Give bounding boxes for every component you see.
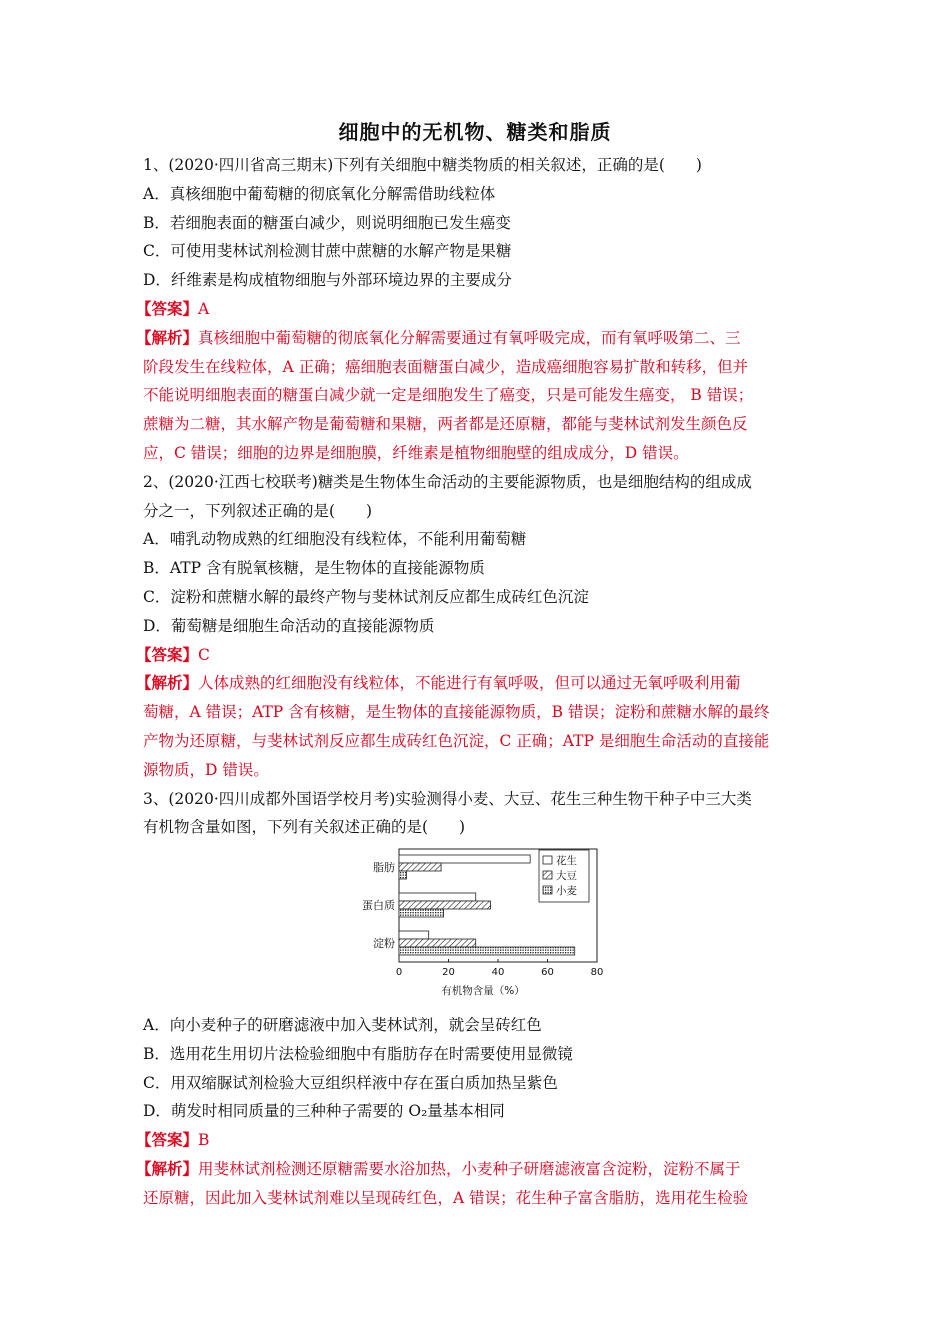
bar-花生 <box>399 931 429 939</box>
section-tag: 【解析】 <box>136 327 199 347</box>
section-tag: 【解析】 <box>136 673 199 693</box>
x-tick-label: 80 <box>590 967 604 978</box>
text-line <box>136 1130 806 1150</box>
section-text: 用斐林试剂检测还原糖需要水浴加热，小麦种子研磨滤液富含淀粉，淀粉不属于 <box>198 1160 741 1178</box>
category-label: 脂肪 <box>373 861 395 874</box>
text-line: 2、(2020·江西七校联考)糖类是生物体生命活动的主要能源物质，也是细胞结构的组成成 <box>143 472 752 491</box>
x-tick-label: 0 <box>395 967 403 978</box>
text-line: 不能说明细胞表面的糖蛋白减少就一定是细胞发生了癌变，只是可能发生癌变， B 错误； <box>143 386 754 405</box>
text-line: C．淀粉和蔗糖水解的最终产物与斐林试剂反应都生成砖红色沉淀 <box>143 588 589 606</box>
text-line: 有机物含量如图，下列有关叙述正确的是( ) <box>143 818 466 837</box>
legend-label: 小麦 <box>556 885 577 897</box>
text-line: B．ATP 含有脱氧核糖，是生物体的直接能源物质 <box>143 559 485 578</box>
section-tag: 【答案】 <box>136 644 199 664</box>
text-line: 阶段发生在线粒体，A 正确；癌细胞表面糖蛋白减少，造成癌细胞容易扩散和转移，但并 <box>143 357 749 376</box>
text-line: D．葡萄糖是细胞生命活动的直接能源物质 <box>143 616 435 635</box>
section-text: 真核细胞中葡萄糖的彻底氧化分解需要通过有氧呼吸完成，而有氧呼吸第二、三 <box>198 328 741 347</box>
text-line <box>136 328 806 348</box>
text-line: 萄糖，A 错误；ATP 含有核糖，是生物体的直接能源物质，B 错误；淀粉和蔗糖水解的最终 <box>143 703 770 722</box>
section-text: C <box>198 645 210 664</box>
bar-花生 <box>399 893 476 901</box>
legend-swatch <box>543 856 552 864</box>
text-line: 产物为还原糖，与斐林试剂反应都生成砖红色沉淀，C 正确；ATP 是细胞生命活动的直接能 <box>143 732 770 750</box>
text-line <box>136 1159 806 1179</box>
section-text: A <box>198 300 210 318</box>
x-axis-label: 有机物含量（%） <box>441 985 525 997</box>
text-line: B．选用花生用切片法检验细胞中有脂肪存在时需要使用显微镜 <box>143 1044 573 1063</box>
bar-花生 <box>399 855 530 863</box>
text-line: 3、(2020·四川成都外国语学校月考)实验测得小麦、大豆、花生三种生物干种子中三大类 <box>143 789 752 808</box>
section-tag: 【解析】 <box>136 1159 199 1178</box>
bar-大豆 <box>399 901 491 909</box>
chart-svg <box>350 842 610 1010</box>
x-tick-label: 20 <box>442 967 455 978</box>
text-line: B．若细胞表面的糖蛋白减少，则说明细胞已发生癌变 <box>143 213 511 232</box>
legend-swatch <box>543 871 552 879</box>
x-tick-label: 60 <box>541 967 554 978</box>
text-line: 1、(2020·四川省高三期末)下列有关细胞中糖类物质的相关叙述，正确的是( ) <box>143 156 702 174</box>
text-line: D．纤维素是构成植物细胞与外部环境边界的主要成分 <box>143 271 512 290</box>
text-line: C．用双缩脲试剂检验大豆组织样液中存在蛋白质加热呈紫色 <box>143 1073 558 1092</box>
section-text: B <box>198 1131 210 1150</box>
text-line: 分之一，下列叙述正确的是( ) <box>143 501 373 520</box>
legend-label: 大豆 <box>556 870 577 882</box>
bar-大豆 <box>399 939 476 947</box>
text-line: C．可使用斐林试剂检测甘蔗中蔗糖的水解产物是果糖 <box>143 242 512 261</box>
text-line <box>136 673 806 693</box>
text-line: 应，C 错误；细胞的边界是细胞膜，纤维素是植物细胞壁的组成成分，D 错误。 <box>143 444 689 462</box>
section-text: 人体成熟的红细胞没有线粒体，不能进行有氧呼吸，但可以通过无氧呼吸利用葡 <box>198 674 741 693</box>
bar-chart <box>350 842 610 1010</box>
x-tick-label: 40 <box>491 967 505 978</box>
section-tag: 【答案】 <box>136 1130 199 1150</box>
section-tag: 【答案】 <box>136 299 199 318</box>
bar-小麦 <box>399 947 575 955</box>
text-line: 源物质，D 错误。 <box>143 760 269 779</box>
bar-小麦 <box>399 909 444 917</box>
text-line: A．向小麦种子的研磨滤液中加入斐林试剂，就会呈砖红色 <box>143 1016 542 1034</box>
bar-大豆 <box>399 863 441 871</box>
text-line <box>136 645 806 665</box>
bar-小麦 <box>399 871 406 879</box>
category-label: 蛋白质 <box>362 899 395 912</box>
page-title: 细胞中的无机物、糖类和脂质 <box>338 120 612 144</box>
text-line: A．哺乳动物成熟的红细胞没有线粒体，不能利用葡萄糖 <box>143 530 527 549</box>
category-label: 淀粉 <box>373 937 395 950</box>
legend-swatch <box>543 886 552 894</box>
legend-label: 花生 <box>556 855 577 867</box>
text-line: D．萌发时相同质量的三种种子需要的 O₂量基本相同 <box>143 1102 505 1121</box>
text-line: A．真核细胞中葡萄糖的彻底氧化分解需借助线粒体 <box>143 184 496 203</box>
text-line: 还原糖，因此加入斐林试剂难以呈现砖红色，A 错误；花生种子富含脂肪，选用花生检验 <box>143 1188 749 1207</box>
text-line: 蔗糖为二糖，其水解产物是葡萄糖和果糖，两者都是还原糖，都能与斐林试剂发生颜色反 <box>143 415 748 434</box>
text-line <box>136 299 806 319</box>
